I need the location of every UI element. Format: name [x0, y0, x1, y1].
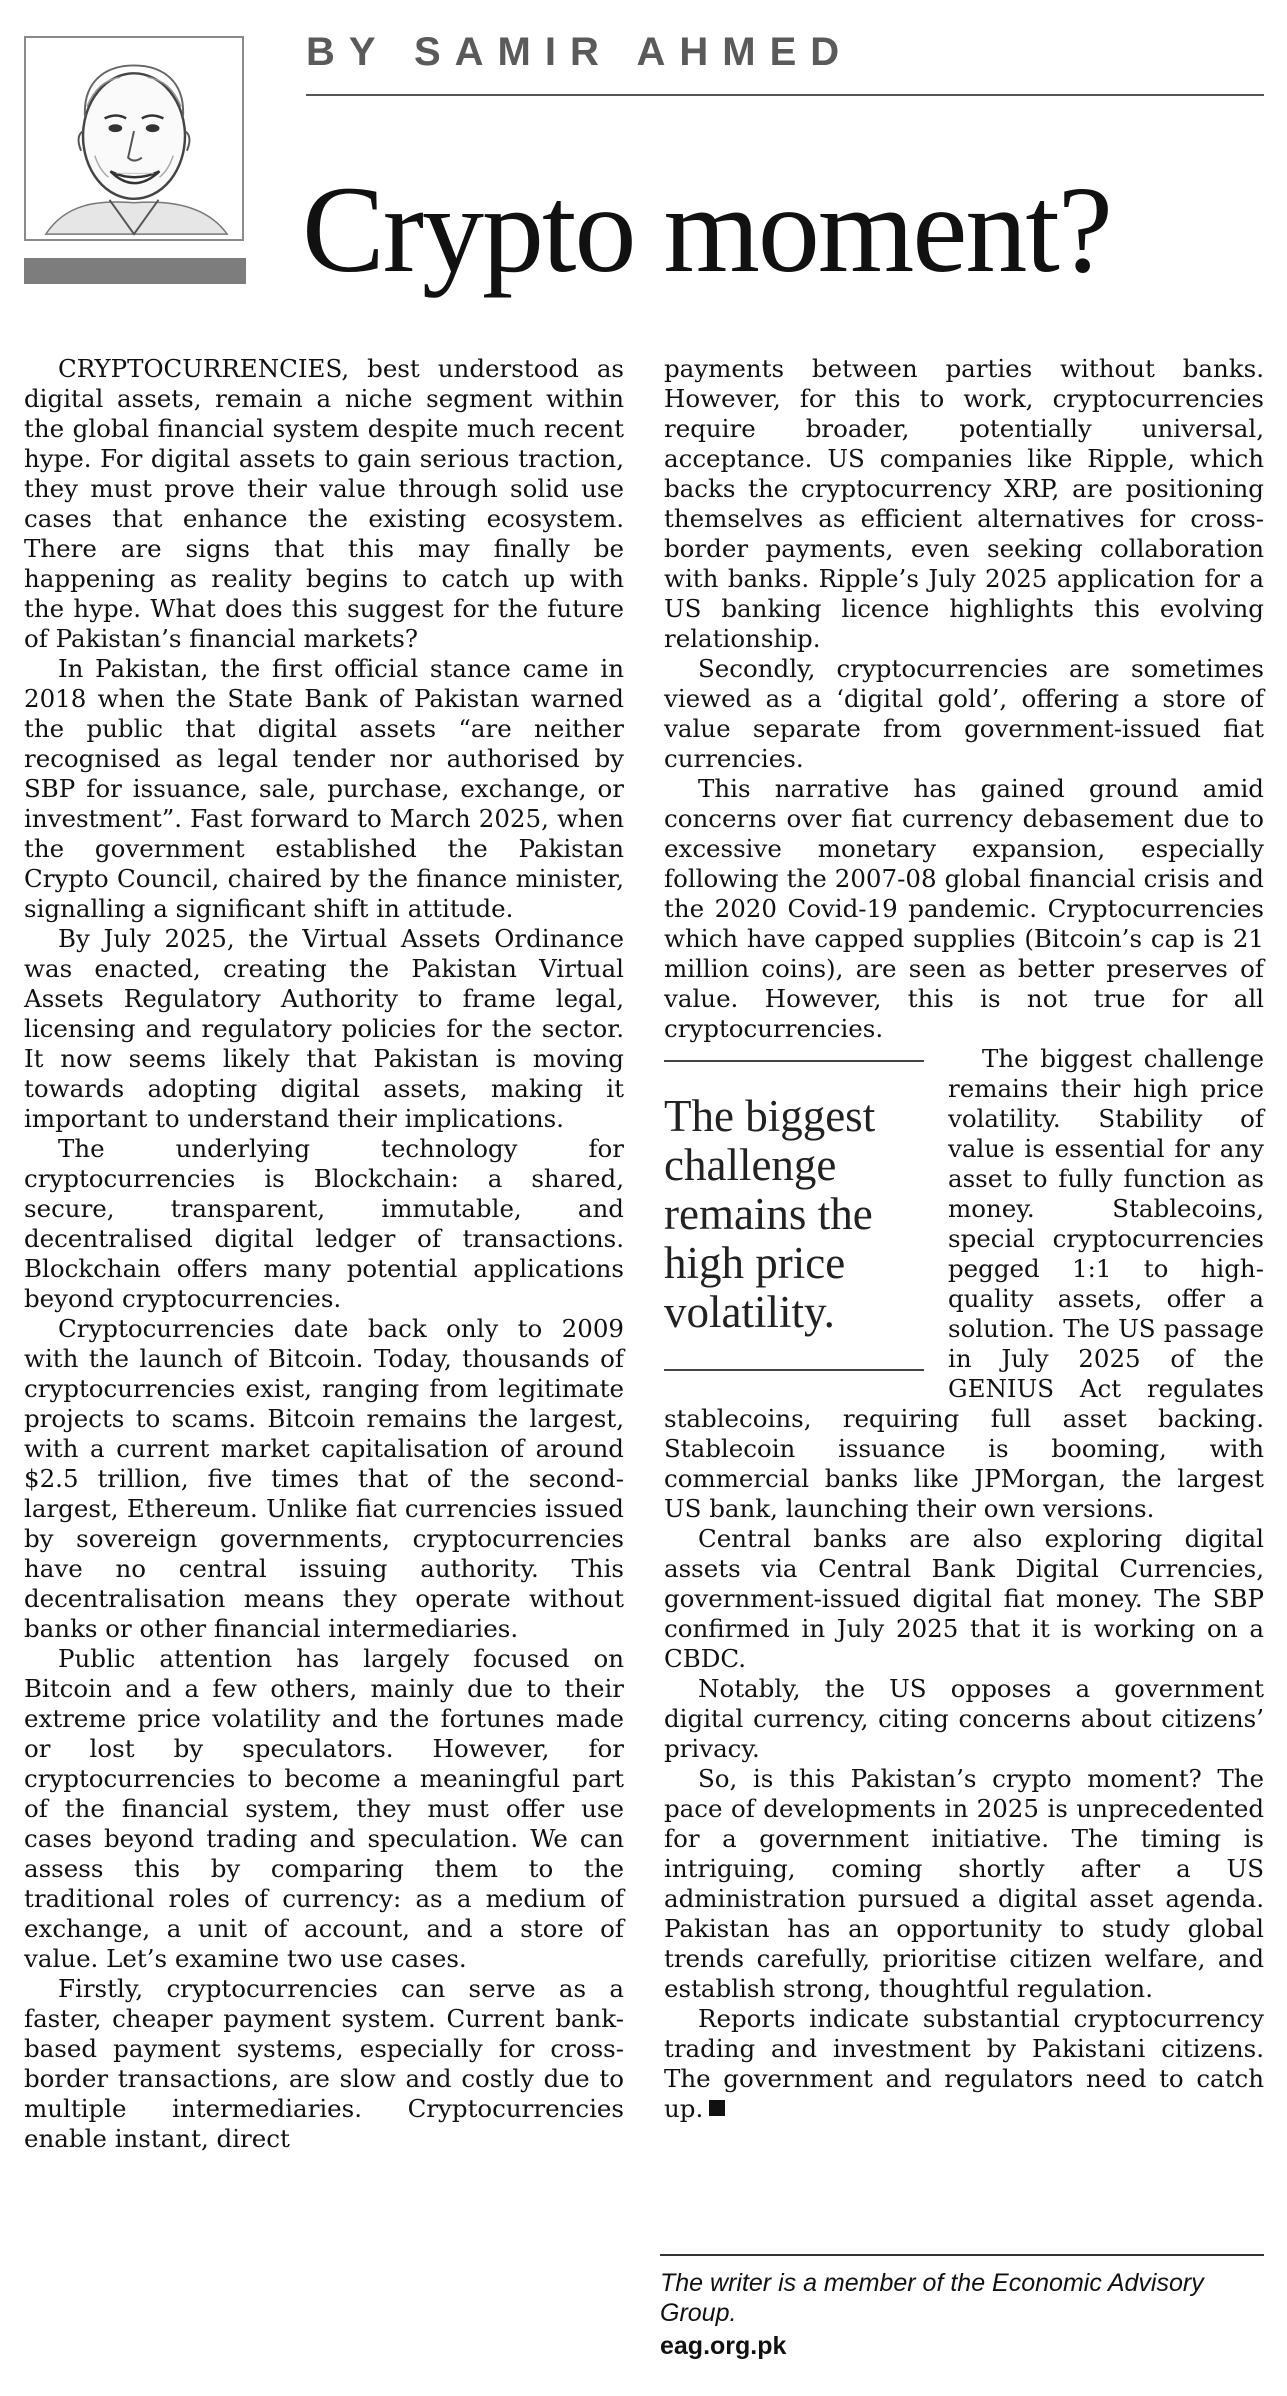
paragraph: In Pakistan, the first official stance came in 2018 when the State Bank of Pakistan warned the public that digital assets “are neither recognised as legal tender nor authorised by SBP for issuance, sale, purchase, exchange, or investment”. Fast forward to March 2025, when the government established the Pakistan Crypto Council, chaired by the finance minister, signalling a significant shift in attitude. — [24, 654, 624, 923]
author-portrait-sketch-icon — [26, 38, 242, 239]
column-right — [664, 354, 1264, 2244]
pull-quote-text: The biggest challenge remains the high price volatility. — [664, 1091, 876, 1337]
paragraph: payments between parties without banks. However, for this to work, cryptocurrencies require broader, potentially universal, acceptance. US companies like Ripple, which backs the cryptocurrency XRP, are positioning themselves as efficient alternatives for cross-border payments, even seeking collaboration with banks. Ripple’s July 2025 application for a US banking licence highlights this evolving relationship. — [664, 354, 1264, 653]
end-mark-icon — [709, 2100, 725, 2116]
paragraph: Firstly, cryptocurrencies can serve as a faster, cheaper payment system. Current bank-based payment systems, especially for cross-border transactions, are slow and costly due to multiple intermediaries. Cryptocurrencies enable instant, direct — [24, 1974, 624, 2153]
paragraph — [664, 2004, 1264, 2124]
paragraph: Notably, the US opposes a government digital currency, citing concerns about citizens’ privacy. — [664, 1674, 1264, 1763]
footer-rule — [660, 2254, 1264, 2256]
byline-rule — [306, 94, 1264, 96]
paragraph: This narrative has gained ground amid concerns over fiat currency debasement due to excessive monetary expansion, especially following the 2007-08 global financial crisis and the 2020 Covid-19 pandemic. Cryptocurrencies which have capped supplies (Bitcoin’s cap is 21 million coins), are seen as better preserves of value. However, this is not true for all cryptocurrencies. — [664, 774, 1264, 1043]
author-url[interactable]: eag.org.pk — [660, 2332, 787, 2360]
author-portrait — [24, 36, 244, 241]
byline: BY SAMIR AHMED — [306, 30, 854, 74]
headline: Crypto moment? — [302, 161, 1111, 298]
paragraph: Public attention has largely focused on Bitcoin and a few others, mainly due to their extreme price volatility and the fortunes made or lost by speculators. However, for cryptocurrencies to become a meaningful part of the financial system, they must offer use cases beyond trading and speculation. We can assess this by comparing them to the traditional roles of currency: as a medium of exchange, a unit of account, and a store of value. Let’s examine two use cases. — [24, 1644, 624, 1973]
lead-word: CRYPTOCURRENCIES, — [58, 354, 350, 383]
paragraph-text: Reports indicate substantial cryptocurrency trading and investment by Pakistani citizens. The government and regulators need to catch up. — [664, 2004, 1264, 2123]
pull-quote — [664, 1060, 924, 1371]
article-body — [24, 354, 1264, 2244]
paragraph: So, is this Pakistan’s crypto moment? The pace of developments in 2025 is unprecedented for a government initiative. The timing is intriguing, coming shortly after a US administration pursued a digital asset agenda. Pakistan has an opportunity to study global trends carefully, prioritise citizen welfare, and establish strong, thoughtful regulation. — [664, 1764, 1264, 2003]
paragraph: Central banks are also exploring digital assets via Central Bank Digital Currencies, government-issued digital fiat money. The SBP confirmed in July 2025 that it is working on a CBDC. — [664, 1524, 1264, 1673]
paragraph-text: best understood as digital assets, remain a niche segment within the global financial system despite much recent hype. For digital assets to gain serious traction, they must prove their value through solid use cases that enhance the existing ecosystem. There are signs that this may finally be happening as reality begins to catch up with the hype. What does this suggest for the future of Pakistan’s financial markets? — [24, 354, 624, 653]
paragraph — [24, 354, 624, 654]
paragraph: By July 2025, the Virtual Assets Ordinance was enacted, creating the Pakistan Virtual Assets Regulatory Authority to frame legal, licensing and regulatory policies for the sector. It now seems likely that Pakistan is moving towards adopting digital assets, making it important to understand their implications. — [24, 924, 624, 1133]
portrait-accent-bar — [24, 258, 246, 284]
paragraph: The underlying technology for cryptocurrencies is Blockchain: a shared, secure, transparent, immutable, and decentralised digital ledger of transactions. Blockchain offers many potential applications beyond cryptocurrencies. — [24, 1134, 624, 1313]
author-note: The writer is a member of the Economic Advisory Group. — [660, 2269, 1204, 2327]
paragraph: Cryptocurrencies date back only to 2009 with the launch of Bitcoin. Today, thousands of cryptocurrencies exist, ranging from legitimate projects to scams. Bitcoin remains the largest, with a current market capitalisation of around $2.5 trillion, five times that of the second-largest, Ethereum. Unlike fiat currencies issued by sovereign governments, cryptocurrencies have no central issuing authority. This decentralisation means they operate without banks or other financial intermediaries. — [24, 1314, 624, 1643]
column-left — [24, 354, 624, 2244]
paragraph: Secondly, cryptocurrencies are sometimes viewed as a ‘digital gold’, offering a store of value separate from government-issued fiat currencies. — [664, 654, 1264, 773]
paragraph: The biggest challenge remains their high price volatility. Stability of value is essential for any asset to fully function as money. Stablecoins, special cryptocurrencies pegged 1:1 to high-quality assets, offer a solution. The US passage in July 2025 of the GENIUS Act regulates stablecoins, requiring full asset backing. Stablecoin issuance is booming, with commercial banks like JPMorgan, the largest US bank, launching their own versions. — [664, 1044, 1264, 1523]
